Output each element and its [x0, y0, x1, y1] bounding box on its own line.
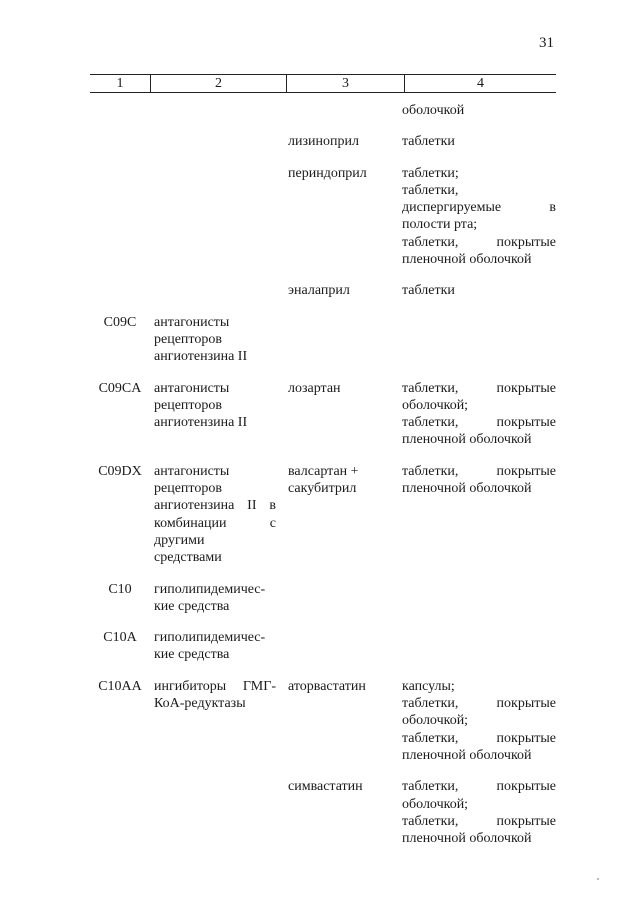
drug-cell [280, 133, 395, 150]
drug-cell [280, 678, 395, 764]
table-row [90, 380, 556, 449]
group-cell-line: рецепторов [154, 397, 222, 413]
group-cell-line: ангиотензина II [154, 415, 248, 431]
form-cell-line: таблетки; [402, 165, 459, 181]
code-cell [90, 133, 150, 150]
table-row [90, 581, 556, 616]
code-cell: C09CA [98, 380, 142, 396]
form-cell-line: полости рта; [402, 217, 478, 233]
drug-cell [280, 629, 395, 664]
drug-cell-line: лозартан [288, 380, 341, 396]
drug-cell-line: симвастатин [288, 779, 363, 795]
group-cell-line: ангиотензина II в [154, 498, 276, 514]
drug-cell [280, 581, 395, 616]
form-cell [395, 463, 556, 567]
form-cell [395, 102, 556, 119]
group-cell-line: рецепторов [154, 481, 222, 497]
form-cell [395, 581, 556, 616]
table-row [90, 102, 556, 119]
group-cell [150, 778, 280, 847]
page-number: 31 [539, 35, 554, 51]
form-cell-line: таблетки, покрытые [402, 779, 556, 795]
table-row [90, 282, 556, 299]
form-cell [395, 314, 556, 366]
group-cell-line: кие средства [154, 598, 230, 614]
group-cell-line: антагонисты [154, 314, 230, 330]
code-cell [90, 282, 150, 299]
drug-cell [280, 380, 395, 449]
form-cell-line: оболочкой [402, 103, 465, 118]
form-cell-line: пленочной оболочкой [402, 432, 532, 448]
group-cell-line: КоА-редуктазы [154, 696, 246, 712]
group-cell [150, 314, 280, 366]
drug-cell-line: лизиноприл [288, 134, 359, 150]
drug-cell [280, 463, 395, 567]
group-cell-line: ангиотензина II [154, 349, 248, 365]
drug-cell-line: аторвастатин [288, 678, 366, 694]
header-col-2: 2 [150, 75, 286, 92]
form-cell-line: таблетки, [402, 182, 459, 198]
group-cell-line: гиполипидемичес- [154, 581, 266, 597]
drug-cell-line: сакубитрил [288, 481, 357, 497]
form-cell-line: пленочной оболочкой [402, 747, 532, 763]
group-cell [150, 629, 280, 664]
drug-cell [280, 165, 395, 269]
drug-cell-line: валсартан + [288, 463, 359, 479]
code-cell [90, 102, 150, 119]
code-cell: C10AA [98, 678, 142, 694]
form-cell-line: таблетки, покрытые [402, 380, 556, 396]
group-cell [150, 581, 280, 616]
form-cell-line: диспергируемые в [402, 200, 556, 216]
group-cell-line: рецепторов [154, 331, 222, 347]
header-col-1: 1 [116, 76, 124, 91]
group-cell [150, 133, 280, 150]
drug-cell-line: эналаприл [288, 283, 350, 299]
form-cell [395, 133, 556, 150]
group-cell-line: ингибиторы ГМГ- [154, 678, 276, 694]
group-cell [150, 102, 280, 119]
table-header [90, 74, 556, 93]
code-cell: C10 [108, 581, 132, 597]
drug-cell [280, 102, 395, 119]
form-cell-line: пленочной оболочкой [402, 481, 532, 497]
table-row [90, 133, 556, 150]
code-cell: C09DX [98, 463, 142, 479]
form-cell-line: таблетки, покрытые [402, 813, 556, 829]
group-cell-line: антагонисты [154, 463, 230, 479]
table-row [90, 165, 556, 269]
group-cell [150, 380, 280, 449]
table-row [90, 678, 556, 764]
form-cell [395, 165, 556, 269]
group-cell-line: комбинации с [154, 515, 276, 531]
form-cell-line: таблетки, покрытые [402, 415, 556, 431]
form-cell-line: оболочкой; [402, 796, 469, 812]
table-row [90, 463, 556, 567]
form-cell [395, 678, 556, 764]
code-cell [90, 165, 150, 269]
scan-speck [597, 878, 599, 880]
form-cell-line: таблетки, покрытые [402, 696, 556, 712]
group-cell [150, 165, 280, 269]
table-body [90, 102, 556, 861]
code-cell [90, 778, 150, 847]
form-cell [395, 629, 556, 664]
table-row [90, 778, 556, 847]
drug-cell-line: периндоприл [288, 165, 367, 181]
form-cell-line: таблетки, покрытые [402, 463, 556, 479]
header-col-3: 3 [286, 75, 404, 92]
code-cell: C09C [103, 314, 137, 330]
form-cell [395, 282, 556, 299]
form-cell-line: таблетки [402, 134, 455, 150]
form-cell-line: таблетки [402, 283, 455, 299]
group-cell-line: антагонисты [154, 380, 230, 396]
code-cell: C10A [103, 630, 137, 646]
group-cell [150, 282, 280, 299]
form-cell-line: пленочной оболочкой [402, 831, 532, 847]
form-cell [395, 778, 556, 847]
group-cell-line: средствами [154, 550, 222, 566]
form-cell-line: пленочной оболочкой [402, 252, 532, 268]
table-row [90, 629, 556, 664]
group-cell [150, 463, 280, 567]
group-cell [150, 678, 280, 764]
form-cell-line: таблетки, покрытые [402, 730, 556, 746]
drug-cell [280, 282, 395, 299]
form-cell-line: капсулы; [402, 678, 455, 694]
header-col-4: 4 [404, 75, 556, 92]
group-cell-line: кие средства [154, 647, 230, 663]
form-cell-line: оболочкой; [402, 397, 469, 413]
form-cell-line: таблетки, покрытые [402, 234, 556, 250]
drug-cell [280, 314, 395, 366]
form-cell [395, 380, 556, 449]
group-cell-line: гиполипидемичес- [154, 630, 266, 646]
group-cell-line: другими [154, 532, 205, 548]
form-cell-line: оболочкой; [402, 713, 469, 729]
table-row [90, 314, 556, 366]
drug-cell [280, 778, 395, 847]
